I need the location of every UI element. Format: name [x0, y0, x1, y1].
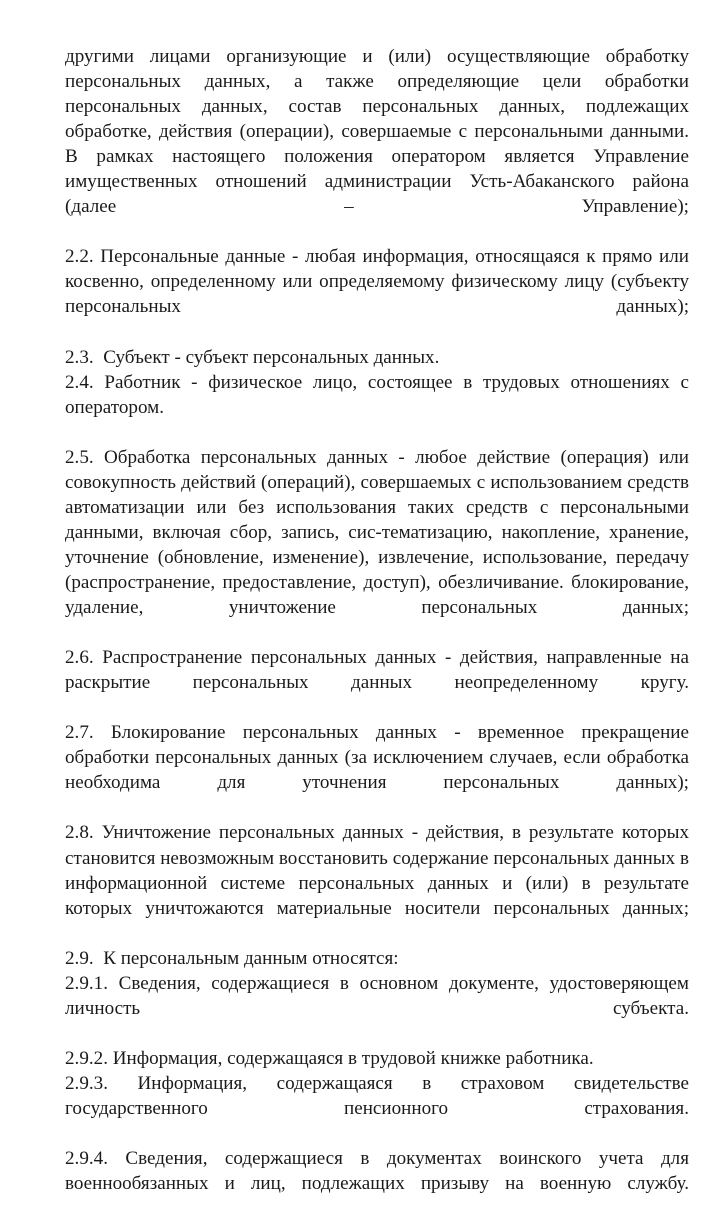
paragraph-2-9-1: 2.9.1. Сведения, содержащиеся в основном документе, удостоверяющем личность субъекта.	[65, 972, 694, 1019]
paragraph-intro-continued: другими лицами организующие и (или) осуществляющие обработку персональных данных, а также определяющие цели обработки персональных данных, состав персональных данных, подлежащих обработке, действия (операции), совершаемые с персональными данными. В рамках настоящего положения оператором является Управление имущественных отношений администрации Усть-Абаканского района (далее – Управление);	[65, 46, 694, 218]
paragraph-2-9: 2.9. К персональным данным относятся:	[65, 947, 399, 969]
paragraph-2-2: 2.2. Персональные данные - любая информация, относящаяся к прямо или косвенно, определенному или определяемому физическому лицу (субъекту персональных данных);	[65, 246, 694, 318]
paragraph-2-9-2: 2.9.2. Информация, содержащаяся в трудовой книжке работника.	[65, 1047, 594, 1069]
paragraph-2-3: 2.3. Субъект - субъект персональных данных.	[65, 346, 440, 368]
document-body-text	[65, 44, 694, 1221]
paragraph-2-9-3: 2.9.3. Информация, содержащаяся в страховом свидетельстве государственного пенсионного страхования.	[65, 1072, 694, 1119]
paragraph-2-9-4: 2.9.4. Сведения, содержащиеся в документах воинского учета для военнообязанных и лиц, подлежащих призыву на военную службу.	[65, 1148, 694, 1195]
paragraph-2-6: 2.6. Распространение персональных данных - действия, направленные на раскрытие персональных данных неопределенному кругу.	[65, 647, 694, 694]
paragraph-2-5: 2.5. Обработка персональных данных - любое действие (операция) или совокупность действий (операций), совершаемых с использованием средств автоматизации или без использования таких средств с персональными данными, включая сбор, запись, сис-тематизацию, накопление, хранение, уточнение (обновление, изменение), извлечение, использование, передачу (распространение, предоставление, доступ), обезличивание. блокирование, удаление, уничтожение персональных данных;	[65, 446, 694, 619]
paragraph-2-4: 2.4. Работник - физическое лицо, состоящее в трудовых отношениях с оператором.	[65, 371, 694, 418]
paragraph-2-7: 2.7. Блокирование персональных данных - временное прекращение обработки персональных данных (за исключением случаев, если обработка необходима для уточнения персональных данных);	[65, 722, 694, 794]
paragraph-2-8: 2.8. Уничтожение персональных данных - действия, в результате которых становится невозможным восстановить содержание персональных данных в информационной системе персональных данных и (или) в результате которых уничтожаются материальные носители персональных данных;	[65, 822, 694, 919]
